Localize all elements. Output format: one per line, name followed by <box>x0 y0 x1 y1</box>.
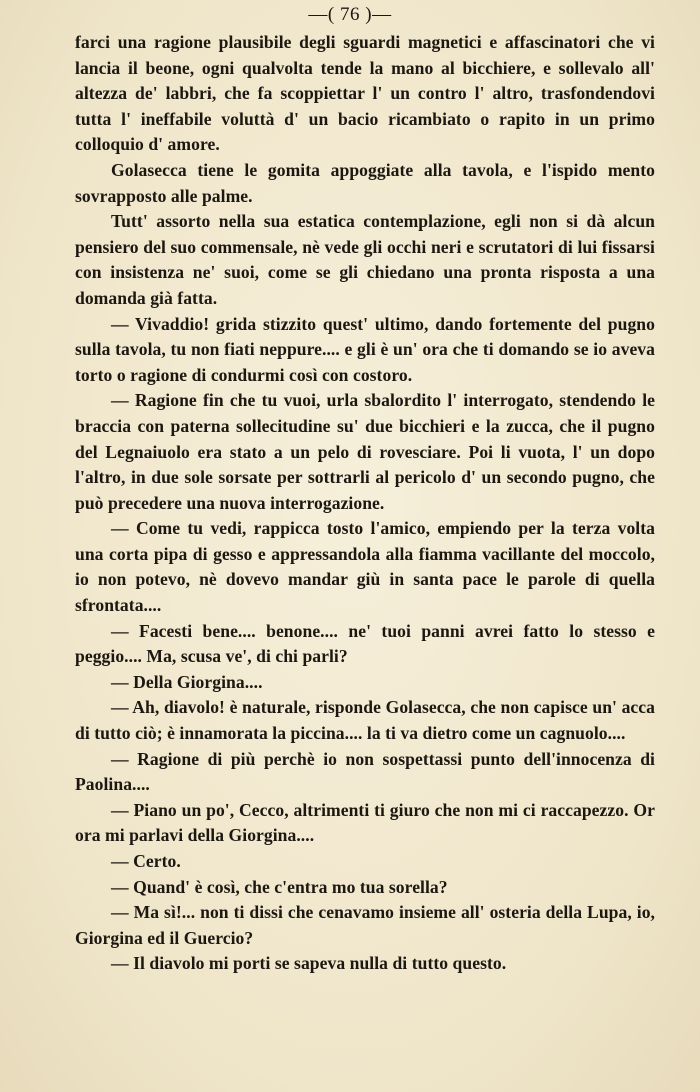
paragraph: — Ah, diavolo! è naturale, risponde Golasecca, che non capisce un' acca di tutto ciò; è innamorata la piccina.... la ti va dietro come un cagnuolo.... <box>75 697 655 744</box>
paragraph: farci una ragione plausibile degli sguardi magnetici e affascinatori che vi lancia il beone, ogni qualvolta tende la mano al bicchiere, e sollevalo all' altezza de' labbri, che fa scoppiettar l' un contro l' altro, trasfondendovi tutta l' ineffabile voluttà d' un bacio ricambiato o rapito in un primo colloquio d' amore. <box>75 32 655 155</box>
paragraph: — Quand' è così, che c'entra mo tua sorella? <box>111 876 448 897</box>
paragraph: — Vivaddio! grida stizzito quest' ultimo, dando fortemente del pugno sulla tavola, tu non fiati neppure.... e gli è un' ora che ti domando se io aveva torto o ragione di condurmi così con costoro. <box>75 313 655 385</box>
paragraph: — Ragione fin che tu vuoi, urla sbalordito l' interrogato, stendendo le braccia con paterna sollecitudine su' due bicchieri e la zucca, che il pugno del Legnaiuolo era stato a un pelo di rovesciare. Poi li vuota, l' un dopo l'altro, in due sole sorsate per sottrarli al pericolo d' un secondo pugno, che può precedere una nuova interrogazione. <box>75 390 655 513</box>
paragraph: — Come tu vedi, rappicca tosto l'amico, empiendo per la terza volta una corta pipa di gesso e appressandola alla fiamma vacillante del moccolo, io non potevo, nè dovevo mandar giù in santa pace le parole di quella sfrontata.... <box>75 518 655 616</box>
paragraph: — Piano un po', Cecco, altrimenti ti giuro che non mi ci raccapezzo. Or ora mi parlavi della Giorgina.... <box>75 799 655 846</box>
paragraph: — Ma sì!... non ti dissi che cenavamo insieme all' osteria della Lupa, io, Giorgina ed il Guercio? <box>75 902 655 948</box>
paragraph: — Certo. <box>111 851 181 871</box>
paragraph: — Il diavolo mi porti se sapeva nulla di tutto questo. <box>111 953 507 974</box>
paragraph: — Ragione di più perchè io non sospettassi punto dell'innocenza di Paolina.... <box>75 748 655 795</box>
paragraph: — Della Giorgina.... <box>111 671 263 692</box>
paragraph: Golasecca tiene le gomita appoggiate alla tavola, e l'ispido mento sovrapposto alle palme. <box>75 159 655 206</box>
paragraph: — Facesti bene.... benone.... ne' tuoi panni avrei fatto lo stesso e peggio.... Ma, scusa ve', di chi parli? <box>75 620 655 667</box>
page-number-header: —( 76 )— <box>308 4 392 25</box>
paragraph: Tutt' assorto nella sua estatica contemplazione, egli non si dà alcun pensiero del suo commensale, nè vede gli occhi neri e scrutatori di lui fissarsi con insistenza ne' suoi, come se gli chiedano una pronta risposta a una domanda già fatta. <box>75 211 655 308</box>
body-text <box>75 30 655 977</box>
